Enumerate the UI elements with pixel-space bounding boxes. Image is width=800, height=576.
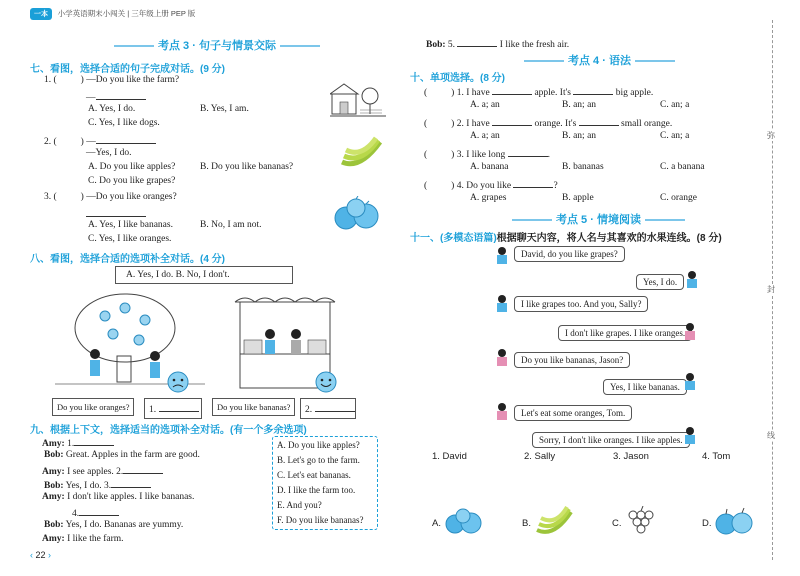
chat-bubble-3: I like grapes too. And you, Sally? [514,296,648,312]
q10-item2-optC: C. an; a [660,131,690,141]
q8-bubble2: Do you like bananas? [212,398,295,416]
fruit-label-b: B. [522,518,531,529]
kid-david-icon [494,246,510,264]
chat-bubble-8: Sorry, I don't like oranges. I like apples. [532,432,690,448]
q10-item3: ( ) 3. I like long . [424,147,550,160]
q8-answer2: 2. [300,398,356,419]
q7-item2-optB: B. Do you like bananas? [200,162,294,172]
kid-icon-2 [684,270,700,288]
oranges-image [332,196,384,234]
q8-heading: 八、看图，选择合适的选项补全对话。(4 分) [30,254,225,265]
margin-char-1: 弥 [767,131,775,140]
chat-bubble-6: Yes, I like bananas. [603,379,687,395]
q10-item2-optA: A. a; an [470,131,500,141]
grapes-fruit-icon [624,506,658,536]
chat-bubble-2: Yes, I do. [636,274,684,290]
q10-item1-optC: C. an; a [660,100,690,110]
section-5-title: 考点 5 · 情境阅读 [508,211,689,227]
q7-item2-optA: A. Do you like apples? [88,162,176,172]
q7-item1-optB: B. Yes, I am. [200,104,249,114]
oranges-fruit-icon [444,508,484,536]
q7-item3: 3. ( ) —Do you like oranges? [44,192,177,202]
q9-line1: Amy: 1. [42,436,114,449]
happy-face-icon [314,370,338,394]
q9-line6: 4. [72,506,119,519]
q10-item3-optB: B. bananas [562,162,604,172]
logo: 一本 [30,8,52,20]
kid-icon-5 [494,348,510,366]
fruit-label-a: A. [432,518,441,529]
q10-item1-optA: A. a; an [470,100,500,110]
q7-item1: 1. ( ) —Do you like the farm? [44,75,180,85]
q9-line2: Bob: Great. Apples in the farm are good. [44,450,200,460]
bananas-image [338,136,384,170]
q7-item3-optB: B. No, I am not. [200,220,262,230]
q10-item4-optB: B. apple [562,193,594,203]
q7-item3-line2 [86,207,146,220]
q9-optF: F. Do you like bananas? [277,515,364,525]
q7-heading: 七、看图，选择合适的句子完成对话。(9 分) [30,64,225,75]
q7-item3-optC: C. Yes, I like oranges. [88,234,172,244]
q9-optD: D. I like the farm too. [277,485,356,495]
name-sally: 2. Sally [524,451,556,462]
q7-item1-optC: C. Yes, I like dogs. [88,118,160,128]
chat-bubble-1: David, do you like grapes? [514,246,625,262]
section-4-title: 考点 4 · 语法 [520,52,679,68]
q7-item1-optA: A. Yes, I do. [88,104,136,114]
name-jason: 3. Jason [613,451,649,462]
q10-item4-optC: C. orange [660,193,697,203]
chat-bubble-7: Let's eat some oranges, Tom. [514,405,632,421]
q9-optC: C. Let's eat bananas. [277,470,351,480]
q10-item2: ( ) 2. I have orange. It's small orange. [424,116,672,129]
q9-line7: Bob: Yes, I do. Bananas are yummy. [44,520,184,530]
kid-icon-3 [494,294,510,312]
q8-answer1: 1. [144,398,202,419]
q10-item1: ( ) 1. I have apple. It's big apple. [424,85,653,98]
section-3-title: 考点 3 · 句子与情景交际 [110,37,324,53]
kid-jason-icon [682,372,698,390]
kid-sally-icon [682,322,698,340]
q9-optE: E. And you? [277,500,322,510]
bananas-fruit-icon [534,506,574,536]
q7-item1-line2: — [86,90,146,103]
apples-fruit-icon [714,506,754,536]
q9-line5: Amy: I don't like apples. I like bananas. [42,492,195,502]
fruit-label-c: C. [612,518,622,529]
bob-line-5: Bob: 5. I like the fresh air. [426,37,569,50]
chat-bubble-4: I don't like grapes. I like oranges. [558,325,692,341]
q10-item1-optB: B. an; an [562,100,597,110]
q10-item3-optC: C. a banana [660,162,705,172]
q10-heading: 十、单项选择。(8 分) [410,73,505,84]
header-text: 小学英语期末小闯关 | 三年级上册 PEP 版 [57,9,196,18]
q11-heading: 十一、(多模态语篇)根据聊天内容，将人名与其喜欢的水果连线。(8 分) [410,233,722,244]
name-tom: 4. Tom [702,451,731,462]
q8-bubble1: Do you like oranges? [52,398,134,416]
kid-tom-icon [682,426,698,444]
page-number: ‹ 22 › [30,550,52,560]
farm-image [330,82,386,122]
q10-item4: ( ) 4. Do you like ? [424,178,558,191]
margin-char-2: 封 [767,285,775,294]
q10-item3-optA: A. banana [470,162,509,172]
q10-item2-optB: B. an; an [562,131,597,141]
margin-char-3: 线 [767,431,775,440]
fruit-label-d: D. [702,518,712,529]
q9-optB: B. Let's go to the farm. [277,455,360,465]
q9-line8: Amy: I like the farm. [42,534,124,544]
sad-face-icon [166,370,190,394]
kid-icon-7 [494,402,510,420]
q8-choice-box: A. Yes, I do. B. No, I don't. [115,266,293,284]
q9-optA: A. Do you like apples? [277,440,360,450]
q7-item2-optC: C. Do you like grapes? [88,176,176,186]
q7-item3-optA: A. Yes, I like bananas. [88,220,173,230]
q7-item2: 2. ( ) — [44,134,156,147]
q7-item2-line2: —Yes, I do. [86,148,132,158]
q9-line3: Amy: I see apples. 2. [42,464,163,477]
q9-line4: Bob: Yes, I do. 3. [44,478,151,491]
page-header [30,8,220,21]
chat-bubble-5: Do you like bananas, Jason? [514,352,630,368]
q10-item4-optA: A. grapes [470,193,507,203]
q9-heading: 九、根据上下文，选择适当的选项补全对话。(有一个多余选项) [30,425,307,436]
name-david: 1. David [432,451,467,462]
